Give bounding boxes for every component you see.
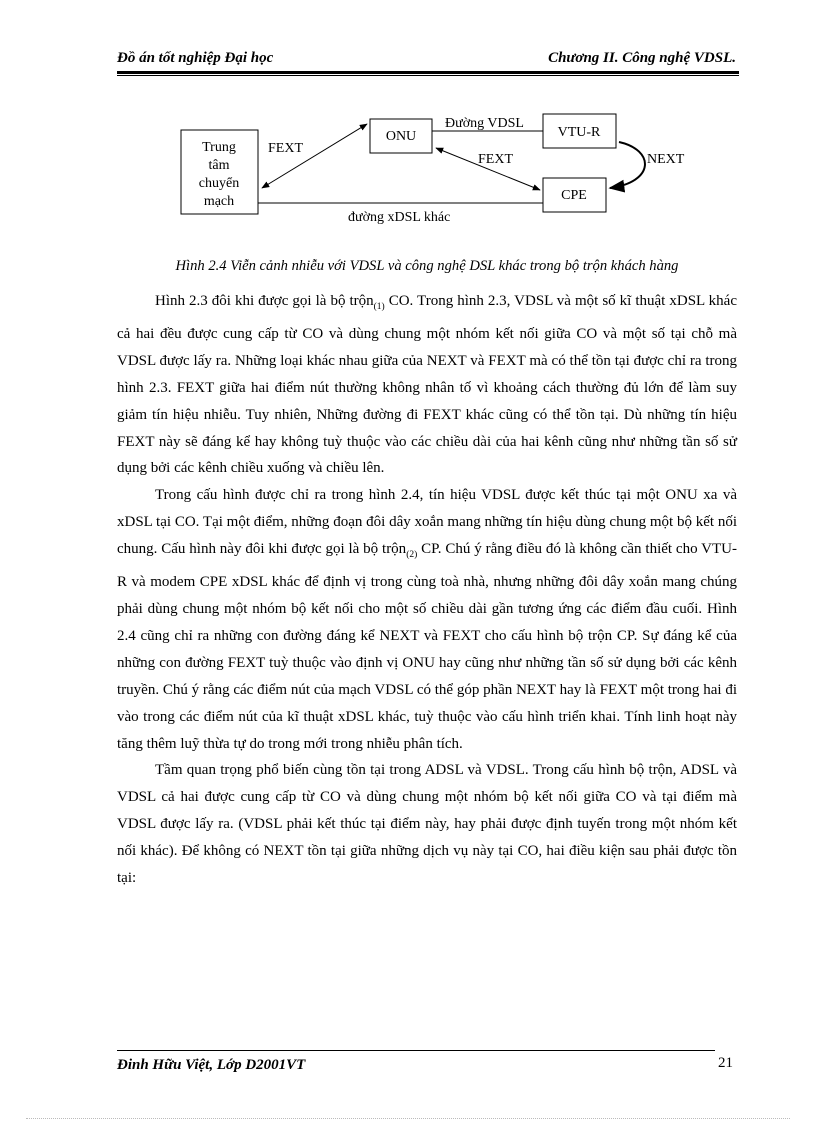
next-label: NEXT <box>647 152 685 167</box>
page-number: 21 <box>718 1055 733 1071</box>
fext-right-label: FEXT <box>478 152 513 167</box>
interference-diagram <box>0 0 816 260</box>
footer-rule <box>117 1050 715 1051</box>
fext-arrow-left <box>262 124 367 188</box>
paragraph-1: Hình 2.3 đôi khi được gọi là bộ trộn$_{(1)}$ CO. Trong hình 2.3, VDSL và một số kĩ thuật xDSL khác cả hai đều được cung cấp từ CO và dùng chung một nhóm kết nối giữa CO và một số tại chỗ mà VDSL được lấy ra. Những loại khác nhau giữa của NEXT và FEXT mà có thể tồn tại được chỉ ra trong hình 2.3. FEXT giữa hai điểm nút thường không nhân tố vì khoảng cách thường đủ lớn để làm suy giảm tín hiệu nhiễu. Tuy nhiên, Những đường đi FEXT khác cũng có thể tồn tại. Dù những tín hiệu FEXT này sẽ đáng kể hay không tuỳ thuộc vào các chiều dài của hai kênh cũng như những tần số sử dụng bởi các kênh chiều xuống và chiều lên. <box>117 293 737 477</box>
next-arrow <box>610 142 645 188</box>
header-left: Đồ án tốt nghiệp Đại học <box>117 50 274 66</box>
fext-left-label: FEXT <box>268 141 303 156</box>
co-label-line-1: Trung <box>202 140 236 155</box>
co-label-line-3: chuyển <box>198 176 240 191</box>
onu-label: ONU <box>385 129 417 144</box>
header-right: Chương II. Công nghệ VDSL. <box>548 50 736 66</box>
paragraph-3: Tầm quan trọng phổ biến cùng tồn tại trong ADSL và VDSL. Trong cấu hình bộ trộn, ADSL và VDSL cả hai được cung cấp từ CO và dùng chung một nhóm bộ kết nối giữa CO và tại điểm mà VDSL được lấy ra. (VDSL phải kết thúc tại điểm này, hay phải được định tuyến trong một nhóm kết nối khác). Để không có NEXT tồn tại giữa những dịch vụ này tại CO, hai điều kiện sau phải được tồn tại: <box>117 762 737 887</box>
cpe-label: CPE <box>561 188 587 203</box>
footer-author: Đinh Hữu Việt, Lớp D2001VT <box>117 1057 306 1073</box>
vtur-label: VTU-R <box>557 125 601 140</box>
vdsl-line-label: Đường VDSL <box>445 116 524 131</box>
body-text <box>117 288 737 892</box>
page-boundary <box>26 1118 790 1119</box>
paragraph-2: Trong cấu hình được chỉ ra trong hình 2.4, tín hiệu VDSL được kết thúc tại một ONU xa và xDSL tại CO. Tại một điểm, những đoạn đôi dây xoắn mang những tín hiệu dùng chung một bộ kết nối chung. Cấu hình này đôi khi được gọi là bộ trộn$_{(2)}$ CP. Chú ý rằng điều đó là không cần thiết cho VTU-R và modem CPE xDSL khác để định vị trong cùng toà nhà, nhưng những đôi dây xoắn mang chúng phải dùng chung một nhóm bộ kết nối cho một số chiều dài gần tương ứng các điểm đầu cuối. Hình 2.4 cũng chỉ ra những con đường đáng kể NEXT và FEXT cho cấu hình bộ trộn CP. Sự đáng kể của những con đường FEXT tuỳ thuộc vào định vị ONU hay cũng như những tần số sử dụng bởi các kênh truyền. Chú ý rằng các điểm nút của mạch VDSL có thể góp phần NEXT hay là FEXT một trong hai đi vào trong các điểm nút của kĩ thuật xDSL khác, tuỳ thuộc vào cấu hình triển khai. Tính linh hoạt này tăng thêm luỹ thừa tự do trong mới trong nhiễu phân tích. <box>117 487 737 752</box>
co-label-line-2: tâm <box>208 158 230 173</box>
xdsl-line-label: đường xDSL khác <box>348 210 451 225</box>
figure-caption: Hình 2.4 Viễn cảnh nhiễu với VDSL và công nghệ DSL khác trong bộ trộn khách hàng <box>175 258 679 274</box>
co-label-line-4: mạch <box>203 194 235 209</box>
